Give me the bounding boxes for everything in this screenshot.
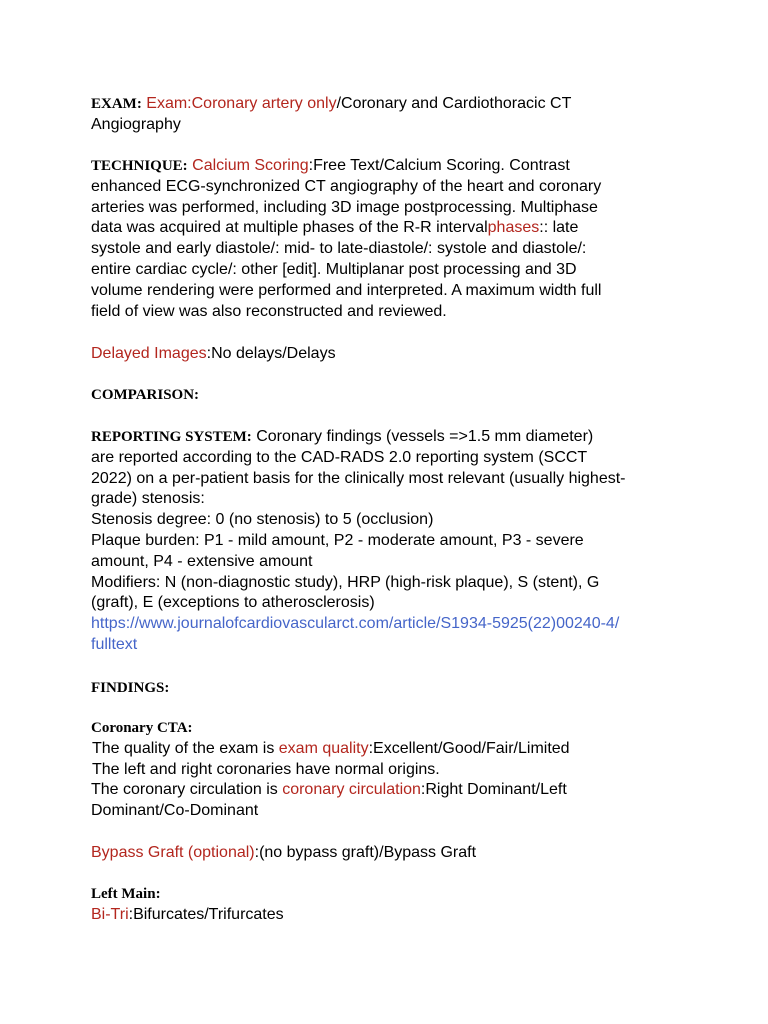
comparison-heading: COMPARISON: <box>91 387 200 403</box>
bi-tri-field[interactable]: Bi-Tri <box>91 905 129 923</box>
technique-line: volume rendering were performed and interpreted. A maximum width full <box>91 281 602 299</box>
reporting-heading: REPORTING SYSTEM: <box>91 429 252 445</box>
delayed-section <box>91 344 691 365</box>
exam-quality-field[interactable]: exam quality <box>278 739 369 757</box>
cta-text: :Excellent/Good/Fair/Limited <box>368 739 570 757</box>
phases-field[interactable]: phases <box>487 219 540 237</box>
reporting-line: amount, P4 - extensive amount <box>91 552 313 570</box>
technique-line: systole and early diastole/: mid- to late-diastole/: systole and diastole/: <box>91 240 587 258</box>
findings-section <box>91 678 691 699</box>
cta-text: :Right Dominant/Left <box>420 781 567 799</box>
cta-text: The coronary circulation is <box>91 781 283 799</box>
coronary-cta-section <box>91 718 691 822</box>
exam-heading: EXAM: <box>91 96 142 112</box>
bypass-section <box>91 843 691 864</box>
reporting-line: are reported according to the CAD-RADS 2.0 reporting system (SCCT <box>91 448 588 466</box>
left-main-section <box>91 884 691 926</box>
reporting-line: Modifiers: N (non-diagnostic study), HRP (high-risk plaque), S (stent), G <box>91 573 600 591</box>
delayed-options: :No delays/Delays <box>206 345 336 362</box>
reporting-line: Plaque burden: P1 - mild amount, P2 - moderate amount, P3 - severe <box>91 531 584 549</box>
cta-text: The quality of the exam is <box>92 739 279 757</box>
delayed-images-field[interactable]: Delayed Images <box>91 345 207 362</box>
exam-field[interactable]: Exam:Coronary artery only <box>146 95 337 112</box>
technique-line: entire cardiac cycle/: other [edit]. Multiplanar post processing and 3D <box>91 260 577 278</box>
reporting-line: Stenosis degree: 0 (no stenosis) to 5 (occlusion) <box>91 511 434 529</box>
technique-line: arteries was performed, including 3D image postprocessing. Multiphase <box>91 198 598 216</box>
left-main-options: :Bifurcates/Trifurcates <box>128 905 284 923</box>
bypass-graft-field[interactable]: Bypass Graft (optional) <box>91 844 255 861</box>
technique-text: :: late <box>539 219 579 237</box>
reporting-text: Coronary findings (vessels =>1.5 mm diameter) <box>251 428 594 445</box>
coronary-cta-heading: Coronary CTA: <box>91 720 193 736</box>
technique-heading: TECHNIQUE: <box>91 158 188 174</box>
technique-line: enhanced ECG-synchronized CT angiography of the heart and coronary <box>91 177 602 195</box>
left-main-heading: Left Main: <box>91 886 161 902</box>
cta-line: The left and right coronaries have normal origins. <box>92 760 440 778</box>
technique-line: field of view was also reconstructed and reviewed. <box>91 302 447 320</box>
reporting-line: grade) stenosis: <box>91 490 205 508</box>
reporting-line: 2022) on a per-patient basis for the clinically most relevant (usually highest- <box>91 469 626 487</box>
comparison-section <box>91 385 691 406</box>
findings-heading: FINDINGS: <box>91 680 170 696</box>
coronary-circulation-field[interactable]: coronary circulation <box>282 781 421 799</box>
reporting-section <box>91 427 691 656</box>
reporting-line: (graft), E (exceptions to atherosclerosis) <box>91 594 375 612</box>
technique-section <box>91 156 691 322</box>
cadrads-link-continued[interactable]: fulltext <box>91 635 138 653</box>
calcium-scoring-field[interactable]: Calcium Scoring <box>192 157 309 174</box>
technique-text: data was acquired at multiple phases of the R-R interval <box>91 219 488 237</box>
exam-line: Angiography <box>91 115 181 133</box>
technique-text: :Free Text/Calcium Scoring. Contrast <box>308 157 570 174</box>
exam-section <box>91 94 691 136</box>
bypass-options: :(no bypass graft)/Bypass Graft <box>254 844 477 861</box>
cta-line: Dominant/Co-Dominant <box>91 802 259 820</box>
cadrads-link[interactable]: https://www.journalofcardiovascularct.com/article/S1934-5925(22)00240-4/ <box>91 615 620 633</box>
exam-options: /Coronary and Cardiothoracic CT <box>336 95 572 112</box>
